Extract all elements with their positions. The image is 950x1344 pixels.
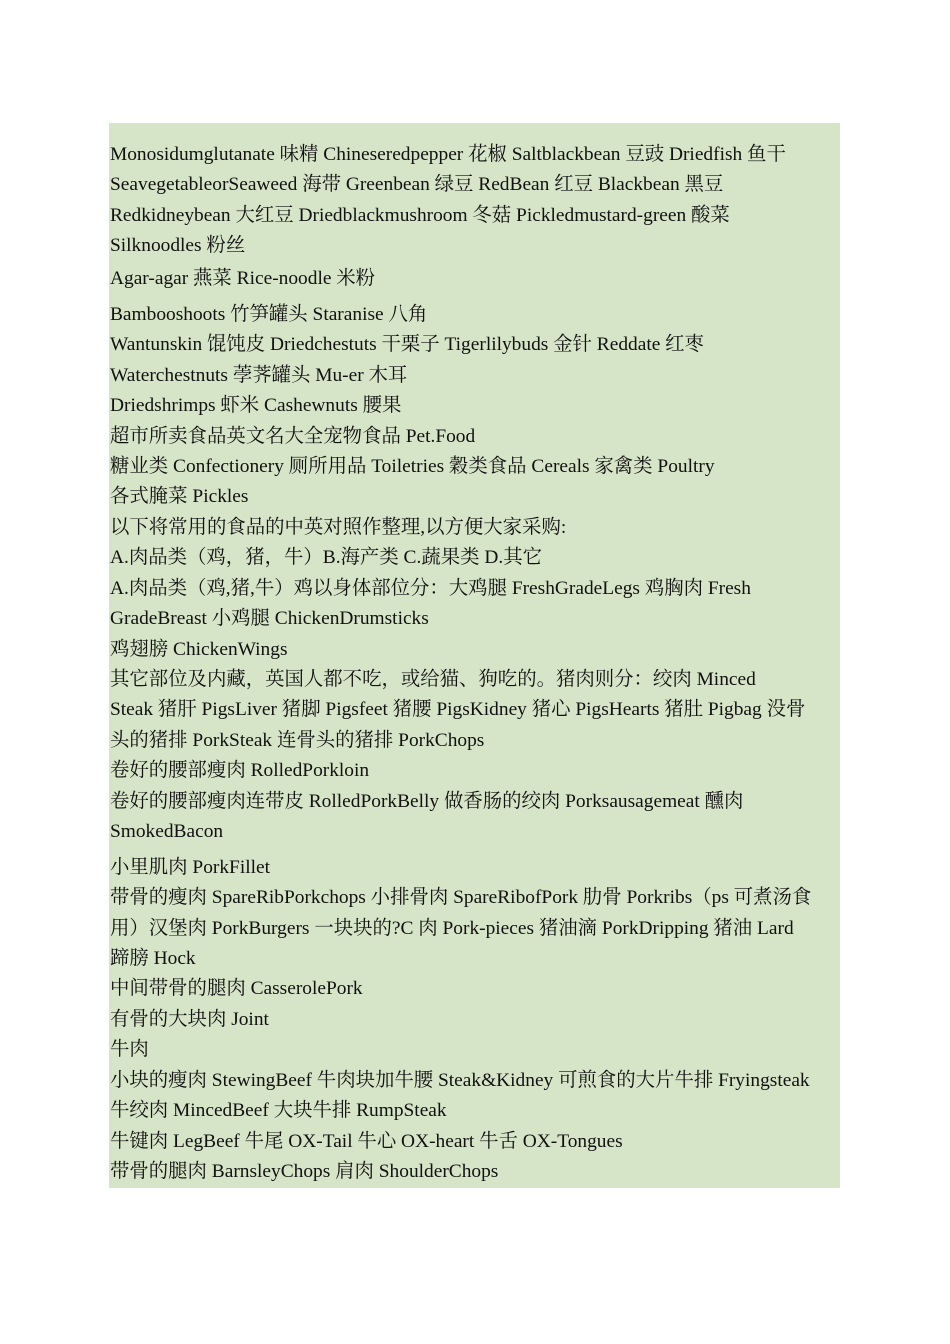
text-line: 有骨的大块肉 Joint [110,1008,269,1030]
text-line: 牛绞肉 MincedBeef 大块牛排 RumpSteak [110,1100,447,1122]
text-line: 牛肉 [110,1039,149,1061]
text-line: Monosidumglutanate 味精 Chineseredpepper 花椒 Saltblackbean 豆豉 Driedfish 鱼干 [110,144,786,165]
text-line: 卷好的腰部瘦肉 RolledPorkloin [110,760,370,782]
text-line: Agar-agar 燕菜 Rice-noodle 米粉 [110,268,376,290]
text-line: 以下将常用的食品的中英对照作整理,以方便大家采购: [110,516,567,538]
text-line: Waterchestnuts 荸荠罐头 Mu-er 木耳 [110,364,408,386]
text-line: SmokedBacon [110,820,224,842]
text-line: A.肉品类（鸡,猪,牛）鸡以身体部位分：大鸡腿 FreshGradeLegs 鸡胸肉 Fresh [110,577,751,599]
text-line: Silknoodles 粉丝 [110,235,246,257]
text-line: 超市所卖食品英文名大全宠物食品 Pet.Food [110,425,476,447]
text-line: 用）汉堡肉 PorkBurgers 一块块的?C 肉 Pork-pieces 猪油滴 PorkDripping 猪油 Lard [110,917,794,939]
text-line: 卷好的腰部瘦肉连带皮 RolledPorkBelly 做香肠的绞肉 Porksausagemeat 醺肉 [110,790,744,812]
text-line: 各式腌菜 Pickles [110,486,249,508]
text-line: SeavegetableorSeaweed 海带 Greenbean 绿豆 RedBean 红豆 Blackbean 黑豆 [110,174,724,196]
text-line: A.肉品类（鸡，猪，牛）B.海产类 C.蔬果类 D.其它 [110,547,542,569]
text-line: 带骨的腿肉 BarnsleyChops 肩肉 ShoulderChops [110,1160,499,1182]
text-line: 鸡翅膀 ChickenWings [110,638,288,660]
text-line: Driedshrimps 虾米 Cashewnuts 腰果 [110,395,402,417]
text-line: 牛键肉 LegBeef 牛尾 OX-Tail 牛心 OX-heart 牛舌 OX-Tongues [110,1130,623,1152]
text-line: Redkidneybean 大红豆 Driedblackmushroom 冬菇 Pickledmustard-green 酸菜 [110,204,730,226]
text-line: 小块的瘦肉 StewingBeef 牛肉块加牛腰 Steak&Kidney 可煎食的大片牛排 Fryingsteak [110,1069,810,1091]
text-line: 糖业类 Confectionery 厕所用品 Toiletries 穀类食品 Cereals 家禽类 Poultry [110,456,715,478]
text-line: GradeBreast 小鸡腿 ChickenDrumsticks [110,608,429,630]
text-line: Steak 猪肝 PigsLiver 猪脚 Pigsfeet 猪腰 PigsKidney 猪心 PigsHearts 猪肚 Pigbag 没骨 [110,699,806,721]
text-line: 蹄膀 Hock [110,948,196,970]
text-line: 带骨的瘦肉 SpareRibPorkchops 小排骨肉 SpareRibofPork 肋骨 Porkribs（ps 可煮汤食 [110,887,812,909]
text-line: 中间带骨的腿肉 CasserolePork [110,978,363,1000]
text-line: 小里肌肉 PorkFillet [110,856,270,878]
text-line: Bambooshoots 竹笋罐头 Staranise 八角 [110,304,428,326]
text-line: 头的猪排 PorkSteak 连骨头的猪排 PorkChops [110,729,485,751]
text-line: Wantunskin 馄饨皮 Driedchestuts 干栗子 Tigerlilybuds 金针 Reddate 红枣 [110,334,704,356]
text-line: 其它部位及内藏，英国人都不吃，或给猫、狗吃的。猪肉则分：绞肉 Minced [110,668,756,690]
highlighted-text-block [109,123,840,1188]
